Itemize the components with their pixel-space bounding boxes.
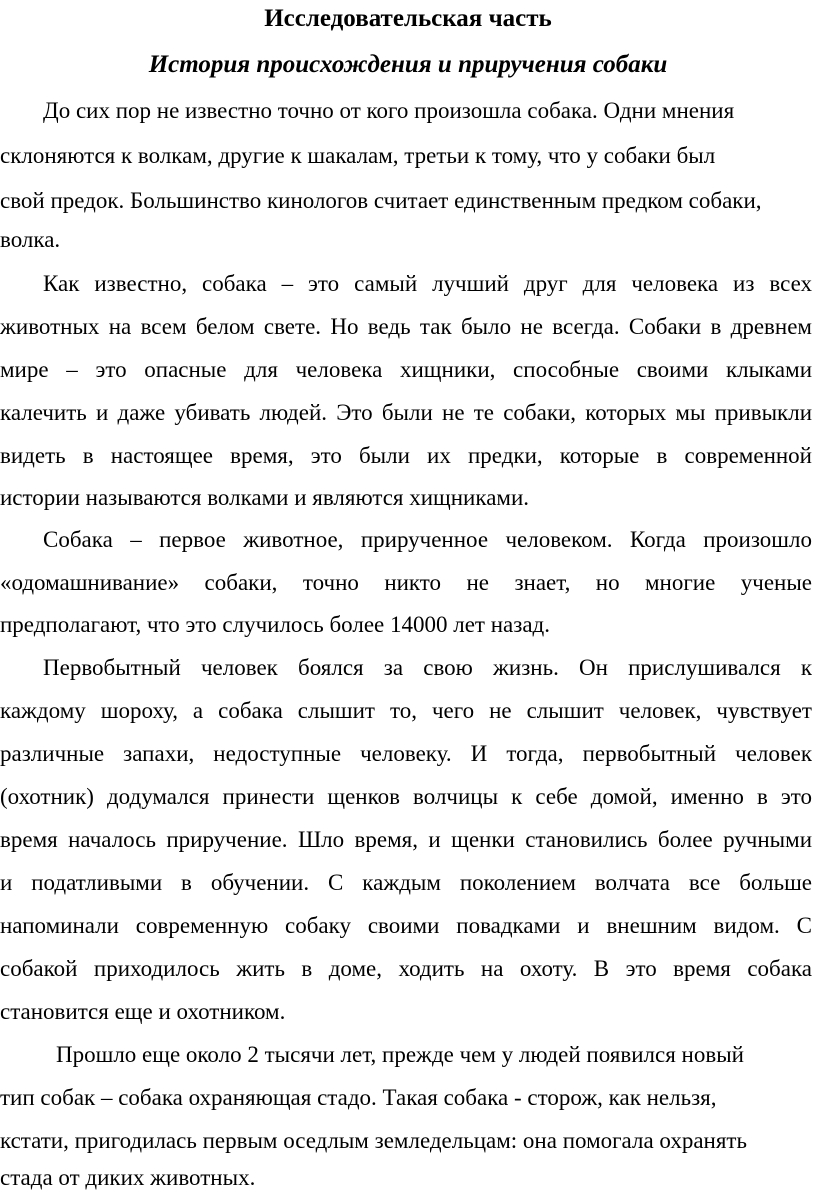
paragraph-4-line-5: время началось приручение. Шло время, и щенки становились более ручными xyxy=(0,827,812,852)
section-heading: Исследовательская часть xyxy=(264,5,552,32)
paragraph-4-line-1: Первобытный человек боялся за свою жизнь. Он прислушивался к xyxy=(43,655,812,680)
paragraph-1-line-1: До сих пор не известно точно от кого произошла собака. Одни мнения xyxy=(43,98,735,123)
paragraph-2-line-5: видеть в настоящее время, это были их предки, которые в современной xyxy=(0,443,812,468)
paragraph-3-line-2: «одомашнивание» собаки, точно никто не знает, но многие ученые xyxy=(0,570,812,595)
paragraph-4-line-2: каждому шороху, а собака слышит то, чего не слышит человек, чувствует xyxy=(0,698,812,723)
paragraph-2-line-4: калечить и даже убивать людей. Это были не те собаки, которых мы привыкли xyxy=(0,400,812,425)
paragraph-4-line-4: (охотник) додумался принести щенков волчицы к себе домой, именно в это xyxy=(0,784,812,809)
paragraph-4-line-3: различные запахи, недоступные человеку. И тогда, первобытный человек xyxy=(0,741,812,766)
paragraph-4-line-7: напоминали современную собаку своими повадками и внешним видом. С xyxy=(0,913,812,938)
paragraph-4-line-6: и податливыми в обучении. С каждым поколением волчата все больше xyxy=(0,870,812,895)
paragraph-2-line-6: истории называются волками и являются хищниками. xyxy=(0,485,530,510)
paragraph-2-line-1: Как известно, собака – это самый лучший друг для человека из всех xyxy=(43,271,812,296)
paragraph-5-line-2: тип собак – собака охраняющая стадо. Такая собака - сторож, как нельзя, xyxy=(0,1085,717,1110)
paragraph-4-line-9: становится еще и охотником. xyxy=(0,999,286,1024)
paragraph-2-line-3: мире – это опасные для человека хищники, способные своими клыками xyxy=(0,357,812,382)
paragraph-1-line-2: склоняются к волкам, другие к шакалам, третьи к тому, что у собаки был xyxy=(0,143,716,168)
paragraph-5-line-3: кстати, пригодилась первым оседлым земледельцам: она помогала охранять xyxy=(0,1128,747,1153)
paragraph-2-line-2: животных на всем белом свете. Но ведь так было не всегда. Собаки в древнем xyxy=(0,314,812,339)
paragraph-3-line-3: предполагают, что это случилось более 14000 лет назад. xyxy=(0,612,550,637)
paragraph-1-line-4: волка. xyxy=(0,227,61,252)
section-subheading: История происхождения и приручения собаки xyxy=(148,51,668,78)
paragraph-4-line-8: собакой приходилось жить в доме, ходить на охоту. В это время собака xyxy=(0,956,812,981)
paragraph-5-line-4: стада от диких животных. xyxy=(0,1165,256,1190)
paragraph-5-line-1: Прошло еще около 2 тысячи лет, прежде чем у людей появился новый xyxy=(56,1042,744,1067)
paragraph-3-line-1: Собака – первое животное, прирученное человеком. Когда произошло xyxy=(43,527,812,552)
paragraph-1-line-3: свой предок. Большинство кинологов считает единственным предком собаки, xyxy=(0,188,762,213)
